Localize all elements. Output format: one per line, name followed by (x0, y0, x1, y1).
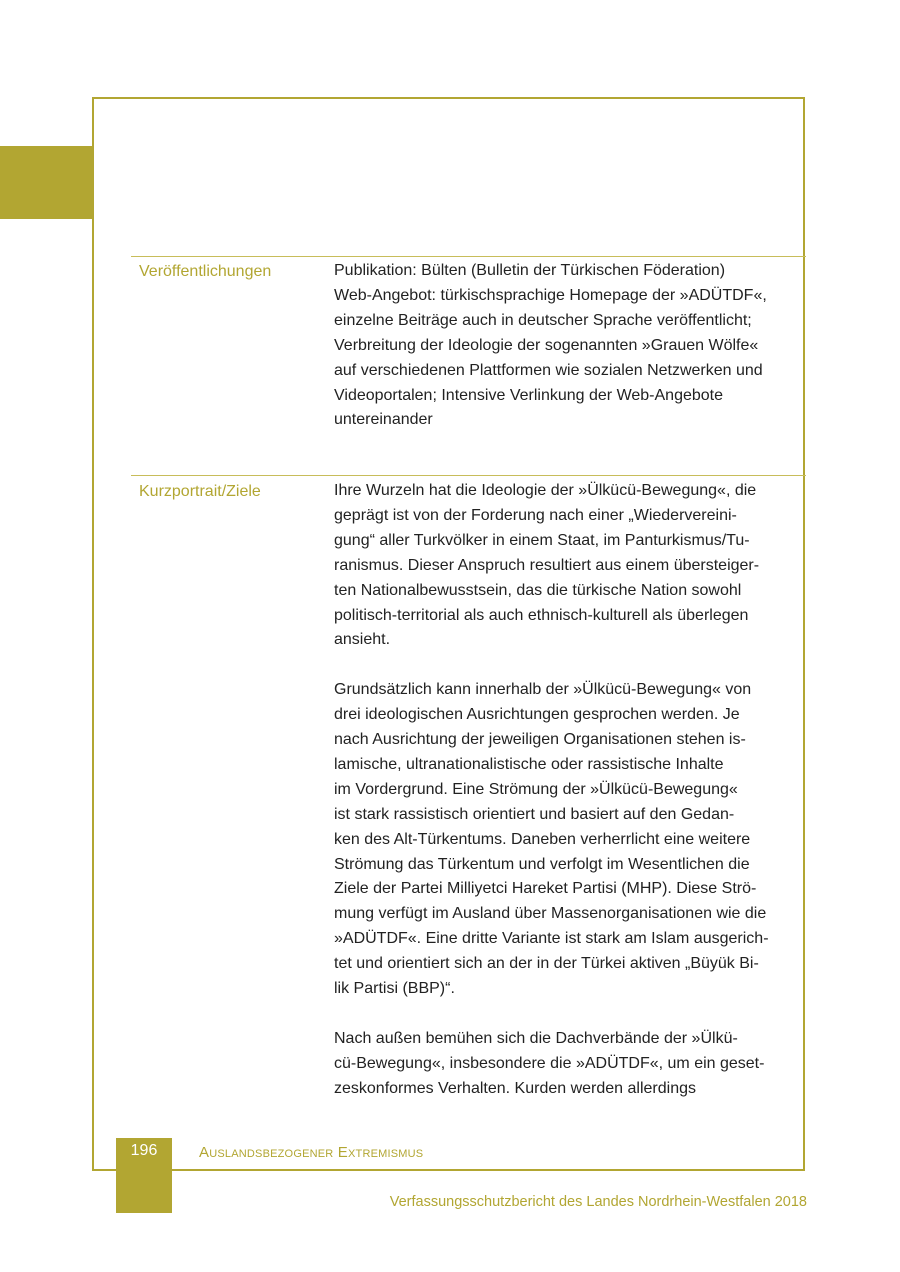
text-line: Videoportalen; Intensive Verlinkung der Web-Angebote (334, 386, 724, 404)
paragraph (334, 479, 802, 653)
text-line: nach Ausrichtung der jeweiligen Organisationen stehen is- (334, 731, 746, 749)
text-line: ranismus. Dieser Anspruch resultiert aus einem übersteiger- (334, 556, 760, 574)
section-label-profile: Kurzportrait/Ziele (139, 483, 261, 500)
text-line: auf verschiedenen Plattformen wie sozialen Netzwerken und (334, 361, 763, 379)
section-content-publications (334, 259, 802, 433)
text-line: ansieht. (334, 631, 391, 649)
section-divider (131, 256, 806, 257)
running-section-title: Auslandsbezogener Extremismus (199, 1144, 424, 1161)
text-line: mung verfügt im Ausland über Massenorganisationen wie die (334, 905, 767, 923)
text-line: Ziele der Partei Milliyetci Hareket Partisi (MHP). Diese Strö- (334, 880, 757, 898)
text-line: drei ideologischen Ausrichtungen gesprochen werden. Je (334, 706, 740, 724)
text-line: ten Nationalbewusstsein, das die türkische Nation sowohl (334, 581, 742, 599)
section-content-profile (334, 479, 802, 1102)
paragraph (334, 1027, 802, 1102)
side-tab-marker (0, 146, 92, 219)
publication-title: Verfassungsschutzbericht des Landes Nordrhein-Westfalen 2018 (389, 1194, 807, 1210)
text-line: Verbreitung der Ideologie der sogenannten »Grauen Wölfe« (334, 336, 759, 354)
page-number: 196 (130, 1142, 158, 1159)
text-line: Strömung das Türkentum und verfolgt im Wesentlichen die (334, 855, 750, 873)
text-line: untereinander (334, 411, 433, 429)
paragraph (334, 678, 802, 1002)
text-line: Publikation: Bülten (Bulletin der Türkischen Föderation) (334, 262, 726, 279)
text-line: Ihre Wurzeln hat die Ideologie der »Ülkücü-Bewegung«, die (334, 482, 757, 499)
text-line: Grundsätzlich kann innerhalb der »Ülkücü-Bewegung« von (334, 681, 752, 699)
text-line: ken des Alt-Türkentums. Daneben verherrlicht eine weitere (334, 830, 751, 848)
text-line: lamische, ultranationalistische oder rassistische Inhalte (334, 755, 724, 773)
section-divider (131, 475, 806, 476)
text-line: einzelne Beiträge auch in deutscher Sprache veröffentlicht; (334, 311, 752, 329)
text-line: politisch-territorial als auch ethnisch-kulturell als überlegen (334, 606, 749, 624)
text-line: gung“ aller Turkvölker in einem Staat, im Panturkismus/Tu- (334, 531, 750, 549)
text-line: im Vordergrund. Eine Strömung der »Ülkücü-Bewegung« (334, 780, 738, 798)
text-line: cü-Bewegung«, insbesondere die »ADÜTDF«, um ein geset- (334, 1054, 765, 1072)
text-line: lik Partisi (BBP)“. (334, 980, 455, 998)
text-line: zeskonformes Verhalten. Kurden werden allerdings (334, 1079, 696, 1097)
text-line: ist stark rassistisch orientiert und basiert auf den Gedan- (334, 805, 735, 823)
text-line: Nach außen bemühen sich die Dachverbände der »Ülkü- (334, 1029, 738, 1047)
text-line: »ADÜTDF«. Eine dritte Variante ist stark am Islam ausgerich- (334, 930, 769, 948)
section-label-publications: Veröffentlichungen (139, 263, 272, 280)
text-line: geprägt ist von der Forderung nach einer „Wiedervereini- (334, 506, 737, 524)
text-line: tet und orientiert sich an der in der Türkei aktiven „Büyük Bi- (334, 955, 759, 973)
text-line: Web-Angebot: türkischsprachige Homepage der »ADÜTDF«, (334, 286, 767, 304)
